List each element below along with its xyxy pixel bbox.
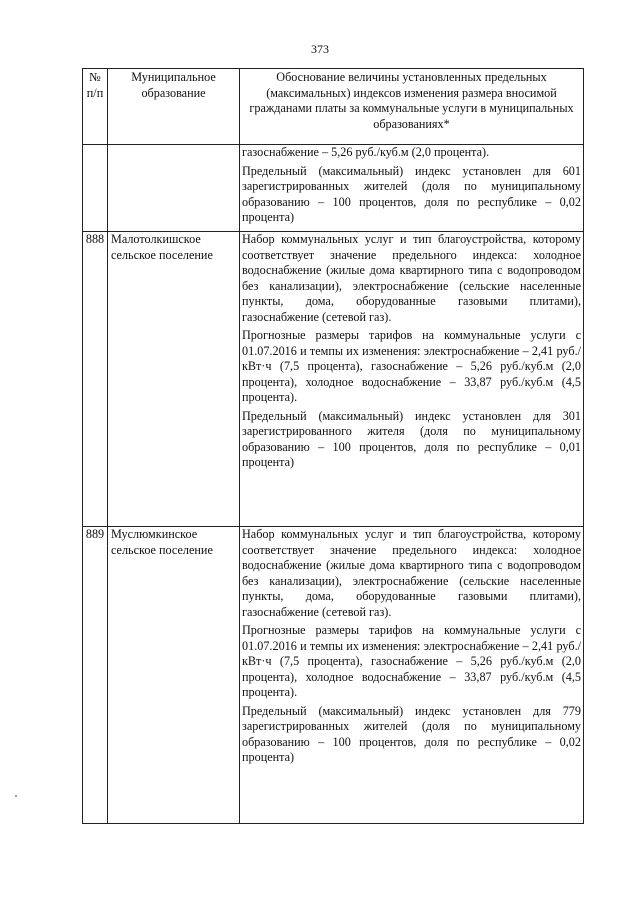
row-num: 888	[83, 232, 108, 527]
justification-paragraph: Набор коммунальных услуг и тип благоустройства, которому соответствует значение предельного индекса: холодное водоснабжение (жилые дома квартирного типа с водопроводом без канализации), электроснабжение (сельские населенные пункты, дома, оборудованные газовыми плитами), газоснабжение (сетевой газ).	[242, 527, 581, 619]
justification-paragraph: Набор коммунальных услуг и тип благоустройства, которому соответствует значение предельного индекса: холодное водоснабжение (жилые дома квартирного типа с водопроводом без канализации), электроснабжение (сельские населенные пункты, дома, оборудованные газовыми плитами), газоснабжение (сетевой газ).	[242, 232, 581, 324]
table-header-row	[83, 69, 584, 145]
header-justification: Обоснование величины установленных предельных (максимальных) индексов изменения размера вносимой гражданами платы за коммунальные услуги в муниципальных образованиях*	[240, 69, 584, 145]
justification-paragraph: Предельный (максимальный) индекс установлен для 301 зарегистрированного жителя (доля по муниципальному образованию – 100 процентов, доля по республике – 0,01 процента)	[242, 408, 581, 469]
header-num: № п/п	[83, 69, 108, 145]
tariff-index-table	[82, 68, 584, 824]
table-row-continuation	[83, 145, 584, 232]
row-municipality-cell	[108, 145, 240, 232]
row-municipality: Муслюмкинское сельское поселение	[108, 527, 240, 824]
row-municipality: Малотолкишское сельское поселение	[108, 232, 240, 527]
scan-speck	[15, 795, 17, 797]
row-justification-cell	[240, 145, 584, 232]
row-num: 889	[83, 527, 108, 824]
page-number: 373	[311, 42, 329, 56]
justification-paragraph: Предельный (максимальный) индекс установлен для 601 зарегистрированных жителей (доля по муниципальному образованию – 100 процентов, доля по республике – 0,02 процента)	[242, 163, 581, 224]
header-municipality: Муниципальное образование	[108, 69, 240, 145]
table-row	[83, 527, 584, 824]
row-num-cell	[83, 145, 108, 232]
justification-paragraph: газоснабжение – 5,26 руб./куб.м (2,0 процента).	[242, 145, 490, 159]
justification-paragraph: Прогнозные размеры тарифов на коммунальные услуги с 01.07.2016 и темпы их изменения: электроснабжение – 2,41 руб./кВт·ч (7,5 процента), газоснабжение – 5,26 руб./куб.м (2,0 процента), холодное водоснабжение – 33,87 руб./куб.м (4,5 процента).	[242, 623, 581, 699]
table-row	[83, 232, 584, 527]
row-justification-cell	[240, 232, 584, 527]
row-justification-cell	[240, 527, 584, 824]
justification-paragraph: Прогнозные размеры тарифов на коммунальные услуги с 01.07.2016 и темпы их изменения: электроснабжение – 2,41 руб./кВт·ч (7,5 процента), газоснабжение – 5,26 руб./куб.м (2,0 процента), холодное водоснабжение – 33,87 руб./куб.м (4,5 процента).	[242, 328, 581, 404]
justification-paragraph: Предельный (максимальный) индекс установлен для 779 зарегистрированных жителей (доля по муниципальному образованию – 100 процентов, доля по республике – 0,02 процента)	[242, 703, 581, 764]
